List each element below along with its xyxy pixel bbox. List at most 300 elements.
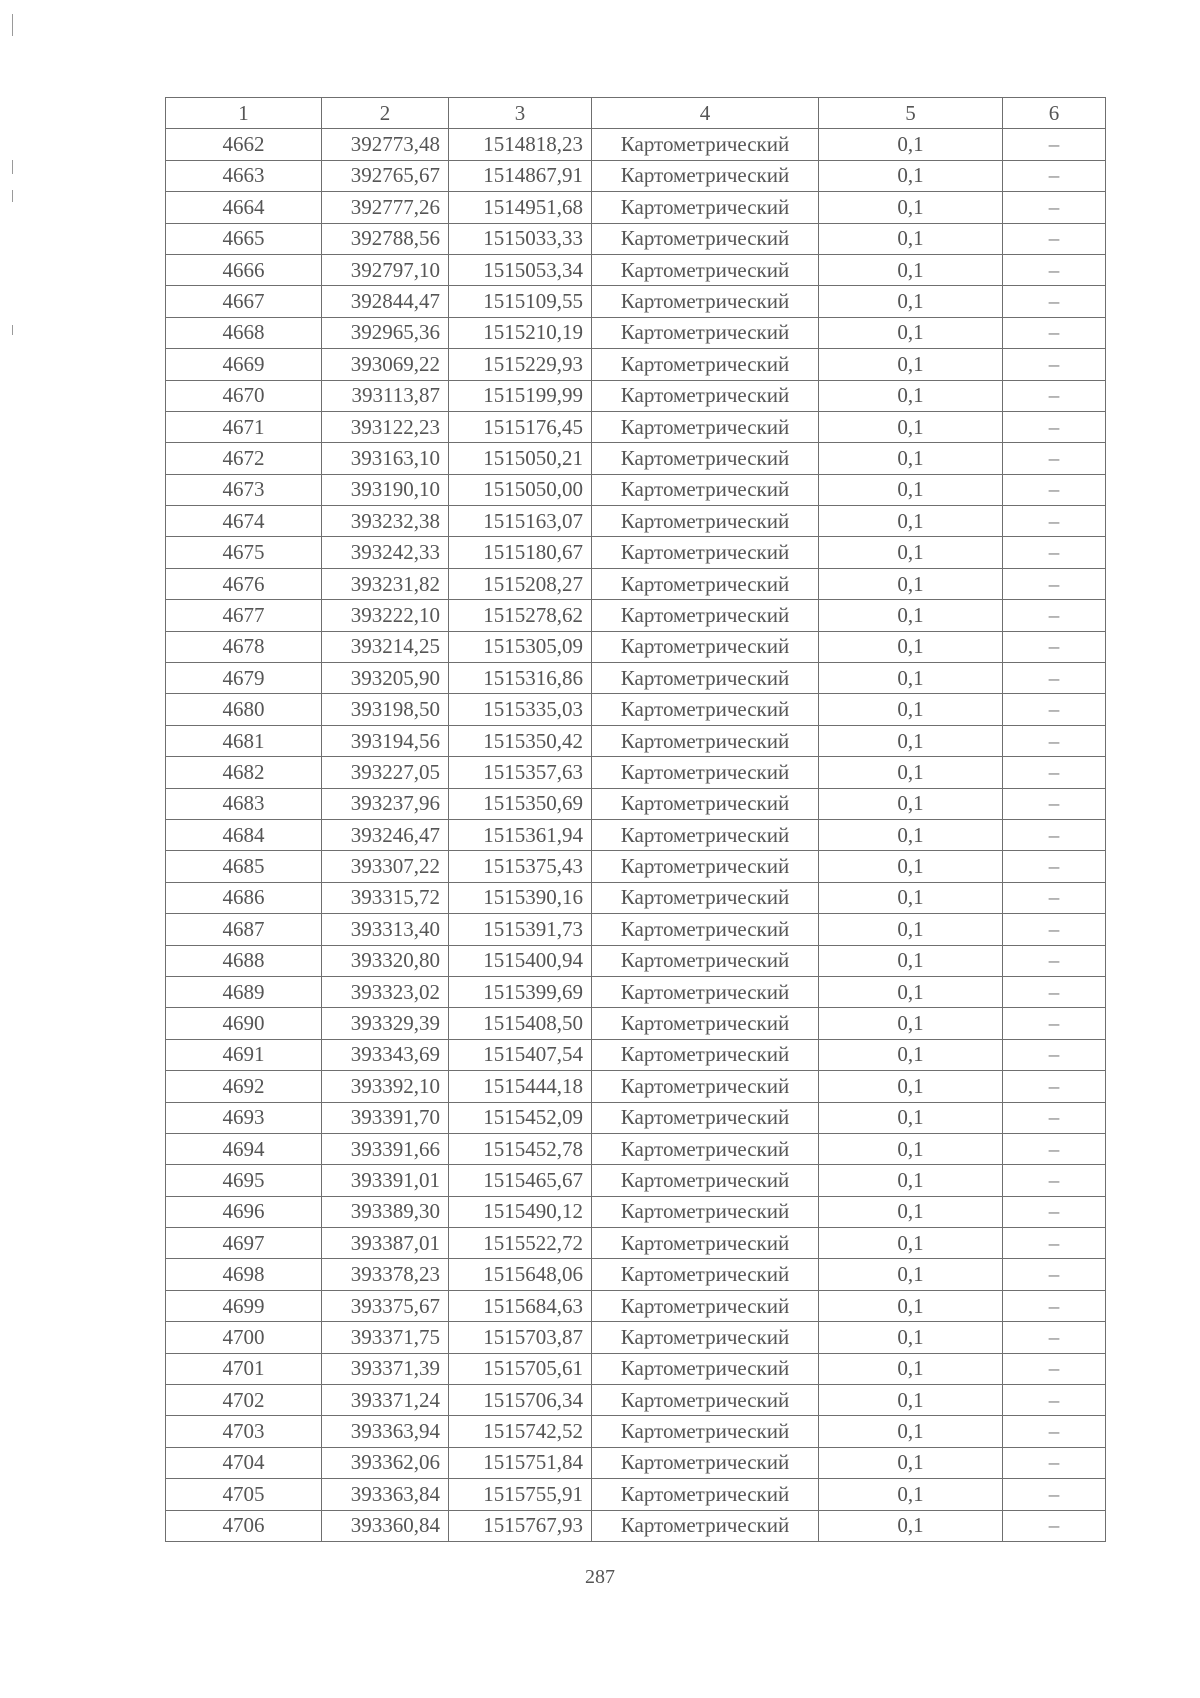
- table-row: [166, 537, 1106, 568]
- table-body: [166, 129, 1106, 1542]
- method-cell: Картометрический: [592, 1322, 819, 1353]
- x-coordinate-cell: 392965,36: [322, 317, 449, 348]
- table-row: [166, 1479, 1106, 1510]
- note-cell: –: [1003, 663, 1106, 694]
- method-cell: Картометрический: [592, 882, 819, 913]
- note-cell: –: [1003, 976, 1106, 1007]
- point-number-cell: 4682: [166, 757, 322, 788]
- y-coordinate-cell: 1515316,86: [449, 663, 592, 694]
- note-cell: –: [1003, 349, 1106, 380]
- point-number-cell: 4706: [166, 1510, 322, 1541]
- method-cell: Картометрический: [592, 474, 819, 505]
- header-row: [166, 98, 1106, 129]
- point-number-cell: 4665: [166, 223, 322, 254]
- x-coordinate-cell: 393392,10: [322, 1071, 449, 1102]
- accuracy-cell: 0,1: [819, 349, 1003, 380]
- method-cell: Картометрический: [592, 757, 819, 788]
- x-coordinate-cell: 393323,02: [322, 976, 449, 1007]
- x-coordinate-cell: 392797,10: [322, 254, 449, 285]
- note-cell: –: [1003, 851, 1106, 882]
- x-coordinate-cell: 393362,06: [322, 1447, 449, 1478]
- method-cell: Картометрический: [592, 1385, 819, 1416]
- note-cell: –: [1003, 160, 1106, 191]
- method-cell: Картометрический: [592, 1071, 819, 1102]
- table-row: [166, 1071, 1106, 1102]
- accuracy-cell: 0,1: [819, 882, 1003, 913]
- accuracy-cell: 0,1: [819, 1416, 1003, 1447]
- method-cell: Картометрический: [592, 1416, 819, 1447]
- x-coordinate-cell: 393343,69: [322, 1039, 449, 1070]
- y-coordinate-cell: 1515375,43: [449, 851, 592, 882]
- accuracy-cell: 0,1: [819, 663, 1003, 694]
- table-row: [166, 1039, 1106, 1070]
- x-coordinate-cell: 393231,82: [322, 568, 449, 599]
- accuracy-cell: 0,1: [819, 506, 1003, 537]
- table-row: [166, 254, 1106, 285]
- y-coordinate-cell: 1515684,63: [449, 1290, 592, 1321]
- point-number-cell: 4680: [166, 694, 322, 725]
- note-cell: –: [1003, 1290, 1106, 1321]
- x-coordinate-cell: 393205,90: [322, 663, 449, 694]
- table-row: [166, 1165, 1106, 1196]
- accuracy-cell: 0,1: [819, 568, 1003, 599]
- table-row: [166, 411, 1106, 442]
- table-row: [166, 1228, 1106, 1259]
- note-cell: –: [1003, 537, 1106, 568]
- y-coordinate-cell: 1515305,09: [449, 631, 592, 662]
- y-coordinate-cell: 1514818,23: [449, 129, 592, 160]
- point-number-cell: 4675: [166, 537, 322, 568]
- method-cell: Картометрический: [592, 1196, 819, 1227]
- method-cell: Картометрический: [592, 1102, 819, 1133]
- y-coordinate-cell: 1515648,06: [449, 1259, 592, 1290]
- x-coordinate-cell: 393069,22: [322, 349, 449, 380]
- accuracy-cell: 0,1: [819, 443, 1003, 474]
- y-coordinate-cell: 1515109,55: [449, 286, 592, 317]
- accuracy-cell: 0,1: [819, 976, 1003, 1007]
- y-coordinate-cell: 1515335,03: [449, 694, 592, 725]
- table-row: [166, 600, 1106, 631]
- note-cell: –: [1003, 1385, 1106, 1416]
- method-cell: Картометрический: [592, 160, 819, 191]
- note-cell: –: [1003, 129, 1106, 160]
- point-number-cell: 4704: [166, 1447, 322, 1478]
- x-coordinate-cell: 393363,94: [322, 1416, 449, 1447]
- accuracy-cell: 0,1: [819, 411, 1003, 442]
- note-cell: –: [1003, 254, 1106, 285]
- point-number-cell: 4683: [166, 788, 322, 819]
- method-cell: Картометрический: [592, 945, 819, 976]
- note-cell: –: [1003, 474, 1106, 505]
- table-row: [166, 349, 1106, 380]
- point-number-cell: 4686: [166, 882, 322, 913]
- note-cell: –: [1003, 882, 1106, 913]
- method-cell: Картометрический: [592, 254, 819, 285]
- page-number: 287: [585, 1566, 615, 1588]
- table-row: [166, 663, 1106, 694]
- point-number-cell: 4676: [166, 568, 322, 599]
- point-number-cell: 4664: [166, 192, 322, 223]
- note-cell: –: [1003, 1322, 1106, 1353]
- method-cell: Картометрический: [592, 663, 819, 694]
- point-number-cell: 4703: [166, 1416, 322, 1447]
- x-coordinate-cell: 393194,56: [322, 725, 449, 756]
- x-coordinate-cell: 393389,30: [322, 1196, 449, 1227]
- point-number-cell: 4705: [166, 1479, 322, 1510]
- x-coordinate-cell: 393227,05: [322, 757, 449, 788]
- method-cell: Картометрический: [592, 1353, 819, 1384]
- accuracy-cell: 0,1: [819, 192, 1003, 223]
- x-coordinate-cell: 393222,10: [322, 600, 449, 631]
- method-cell: Картометрический: [592, 914, 819, 945]
- y-coordinate-cell: 1515350,42: [449, 725, 592, 756]
- column-header: 2: [322, 98, 449, 129]
- table-row: [166, 129, 1106, 160]
- note-cell: –: [1003, 411, 1106, 442]
- x-coordinate-cell: 393371,75: [322, 1322, 449, 1353]
- accuracy-cell: 0,1: [819, 1447, 1003, 1478]
- table-row: [166, 380, 1106, 411]
- note-cell: –: [1003, 757, 1106, 788]
- x-coordinate-cell: 393246,47: [322, 819, 449, 850]
- note-cell: –: [1003, 1165, 1106, 1196]
- y-coordinate-cell: 1515407,54: [449, 1039, 592, 1070]
- table-row: [166, 914, 1106, 945]
- note-cell: –: [1003, 1071, 1106, 1102]
- note-cell: –: [1003, 1133, 1106, 1164]
- method-cell: Картометрический: [592, 192, 819, 223]
- note-cell: –: [1003, 380, 1106, 411]
- accuracy-cell: 0,1: [819, 694, 1003, 725]
- y-coordinate-cell: 1515176,45: [449, 411, 592, 442]
- column-header: 5: [819, 98, 1003, 129]
- point-number-cell: 4681: [166, 725, 322, 756]
- point-number-cell: 4671: [166, 411, 322, 442]
- accuracy-cell: 0,1: [819, 286, 1003, 317]
- point-number-cell: 4689: [166, 976, 322, 1007]
- scan-artifact: [12, 14, 13, 36]
- table-row: [166, 631, 1106, 662]
- point-number-cell: 4684: [166, 819, 322, 850]
- x-coordinate-cell: 393371,24: [322, 1385, 449, 1416]
- note-cell: –: [1003, 1228, 1106, 1259]
- point-number-cell: 4672: [166, 443, 322, 474]
- point-number-cell: 4692: [166, 1071, 322, 1102]
- x-coordinate-cell: 393391,70: [322, 1102, 449, 1133]
- method-cell: Картометрический: [592, 506, 819, 537]
- table-row: [166, 223, 1106, 254]
- method-cell: Картометрический: [592, 976, 819, 1007]
- accuracy-cell: 0,1: [819, 819, 1003, 850]
- accuracy-cell: 0,1: [819, 474, 1003, 505]
- x-coordinate-cell: 393387,01: [322, 1228, 449, 1259]
- point-number-cell: 4678: [166, 631, 322, 662]
- point-number-cell: 4662: [166, 129, 322, 160]
- method-cell: Картометрический: [592, 1259, 819, 1290]
- x-coordinate-cell: 392788,56: [322, 223, 449, 254]
- method-cell: Картометрический: [592, 443, 819, 474]
- point-number-cell: 4673: [166, 474, 322, 505]
- y-coordinate-cell: 1515390,16: [449, 882, 592, 913]
- table-row: [166, 474, 1106, 505]
- method-cell: Картометрический: [592, 819, 819, 850]
- accuracy-cell: 0,1: [819, 914, 1003, 945]
- table-row: [166, 286, 1106, 317]
- point-number-cell: 4698: [166, 1259, 322, 1290]
- accuracy-cell: 0,1: [819, 631, 1003, 662]
- accuracy-cell: 0,1: [819, 1259, 1003, 1290]
- accuracy-cell: 0,1: [819, 1165, 1003, 1196]
- y-coordinate-cell: 1515208,27: [449, 568, 592, 599]
- note-cell: –: [1003, 1353, 1106, 1384]
- accuracy-cell: 0,1: [819, 945, 1003, 976]
- point-number-cell: 4667: [166, 286, 322, 317]
- y-coordinate-cell: 1515755,91: [449, 1479, 592, 1510]
- scan-artifact: [12, 160, 13, 174]
- y-coordinate-cell: 1515705,61: [449, 1353, 592, 1384]
- accuracy-cell: 0,1: [819, 1479, 1003, 1510]
- table-row: [166, 725, 1106, 756]
- point-number-cell: 4685: [166, 851, 322, 882]
- note-cell: –: [1003, 1510, 1106, 1541]
- table-row: [166, 976, 1106, 1007]
- note-cell: –: [1003, 223, 1106, 254]
- x-coordinate-cell: 393378,23: [322, 1259, 449, 1290]
- table-row: [166, 788, 1106, 819]
- x-coordinate-cell: 393329,39: [322, 1008, 449, 1039]
- method-cell: Картометрический: [592, 537, 819, 568]
- column-header: 6: [1003, 98, 1106, 129]
- scan-artifact: [12, 190, 13, 202]
- method-cell: Картометрический: [592, 788, 819, 819]
- table-row: [166, 945, 1106, 976]
- accuracy-cell: 0,1: [819, 851, 1003, 882]
- note-cell: –: [1003, 1102, 1106, 1133]
- point-number-cell: 4679: [166, 663, 322, 694]
- y-coordinate-cell: 1515199,99: [449, 380, 592, 411]
- method-cell: Картометрический: [592, 1165, 819, 1196]
- point-number-cell: 4701: [166, 1353, 322, 1384]
- method-cell: Картометрический: [592, 851, 819, 882]
- x-coordinate-cell: 393320,80: [322, 945, 449, 976]
- note-cell: –: [1003, 694, 1106, 725]
- column-header: 4: [592, 98, 819, 129]
- point-number-cell: 4668: [166, 317, 322, 348]
- note-cell: –: [1003, 1259, 1106, 1290]
- accuracy-cell: 0,1: [819, 254, 1003, 285]
- table-row: [166, 1322, 1106, 1353]
- x-coordinate-cell: 393391,01: [322, 1165, 449, 1196]
- y-coordinate-cell: 1515767,93: [449, 1510, 592, 1541]
- accuracy-cell: 0,1: [819, 1228, 1003, 1259]
- method-cell: Картометрический: [592, 317, 819, 348]
- method-cell: Картометрический: [592, 631, 819, 662]
- accuracy-cell: 0,1: [819, 1510, 1003, 1541]
- y-coordinate-cell: 1515408,50: [449, 1008, 592, 1039]
- y-coordinate-cell: 1515751,84: [449, 1447, 592, 1478]
- column-header: 3: [449, 98, 592, 129]
- point-number-cell: 4677: [166, 600, 322, 631]
- table-row: [166, 1510, 1106, 1541]
- table-row: [166, 882, 1106, 913]
- x-coordinate-cell: 393113,87: [322, 380, 449, 411]
- table-row: [166, 1102, 1106, 1133]
- accuracy-cell: 0,1: [819, 1071, 1003, 1102]
- y-coordinate-cell: 1515444,18: [449, 1071, 592, 1102]
- note-cell: –: [1003, 1416, 1106, 1447]
- point-number-cell: 4674: [166, 506, 322, 537]
- x-coordinate-cell: 393307,22: [322, 851, 449, 882]
- accuracy-cell: 0,1: [819, 380, 1003, 411]
- x-coordinate-cell: 392773,48: [322, 129, 449, 160]
- method-cell: Картометрический: [592, 286, 819, 317]
- point-number-cell: 4697: [166, 1228, 322, 1259]
- method-cell: Картометрический: [592, 568, 819, 599]
- table-row: [166, 192, 1106, 223]
- note-cell: –: [1003, 568, 1106, 599]
- table-row: [166, 160, 1106, 191]
- x-coordinate-cell: 393360,84: [322, 1510, 449, 1541]
- table-row: [166, 568, 1106, 599]
- y-coordinate-cell: 1515452,78: [449, 1133, 592, 1164]
- method-cell: Картометрический: [592, 1228, 819, 1259]
- y-coordinate-cell: 1514867,91: [449, 160, 592, 191]
- accuracy-cell: 0,1: [819, 1102, 1003, 1133]
- y-coordinate-cell: 1515490,12: [449, 1196, 592, 1227]
- method-cell: Картометрический: [592, 1290, 819, 1321]
- accuracy-cell: 0,1: [819, 1385, 1003, 1416]
- method-cell: Картометрический: [592, 1008, 819, 1039]
- point-number-cell: 4669: [166, 349, 322, 380]
- table-row: [166, 1385, 1106, 1416]
- point-number-cell: 4696: [166, 1196, 322, 1227]
- x-coordinate-cell: 392765,67: [322, 160, 449, 191]
- table-row: [166, 1290, 1106, 1321]
- y-coordinate-cell: 1515050,21: [449, 443, 592, 474]
- point-number-cell: 4687: [166, 914, 322, 945]
- method-cell: Картометрический: [592, 1447, 819, 1478]
- note-cell: –: [1003, 1039, 1106, 1070]
- accuracy-cell: 0,1: [819, 788, 1003, 819]
- y-coordinate-cell: 1515278,62: [449, 600, 592, 631]
- y-coordinate-cell: 1515703,87: [449, 1322, 592, 1353]
- accuracy-cell: 0,1: [819, 537, 1003, 568]
- y-coordinate-cell: 1515391,73: [449, 914, 592, 945]
- y-coordinate-cell: 1515210,19: [449, 317, 592, 348]
- y-coordinate-cell: 1515706,34: [449, 1385, 592, 1416]
- accuracy-cell: 0,1: [819, 1290, 1003, 1321]
- note-cell: –: [1003, 1447, 1106, 1478]
- y-coordinate-cell: 1515465,67: [449, 1165, 592, 1196]
- table-row: [166, 1196, 1106, 1227]
- method-cell: Картометрический: [592, 1479, 819, 1510]
- method-cell: Картометрический: [592, 411, 819, 442]
- y-coordinate-cell: 1515163,07: [449, 506, 592, 537]
- method-cell: Картометрический: [592, 380, 819, 411]
- method-cell: Картометрический: [592, 1133, 819, 1164]
- x-coordinate-cell: 393391,66: [322, 1133, 449, 1164]
- y-coordinate-cell: 1515050,00: [449, 474, 592, 505]
- x-coordinate-cell: 393315,72: [322, 882, 449, 913]
- y-coordinate-cell: 1515180,67: [449, 537, 592, 568]
- x-coordinate-cell: 393313,40: [322, 914, 449, 945]
- table-row: [166, 1008, 1106, 1039]
- accuracy-cell: 0,1: [819, 129, 1003, 160]
- table-row: [166, 757, 1106, 788]
- table-row: [166, 1259, 1106, 1290]
- x-coordinate-cell: 393190,10: [322, 474, 449, 505]
- y-coordinate-cell: 1515361,94: [449, 819, 592, 850]
- y-coordinate-cell: 1515053,34: [449, 254, 592, 285]
- accuracy-cell: 0,1: [819, 725, 1003, 756]
- point-number-cell: 4666: [166, 254, 322, 285]
- x-coordinate-cell: 393371,39: [322, 1353, 449, 1384]
- table-row: [166, 694, 1106, 725]
- scan-artifact: [12, 325, 13, 335]
- note-cell: –: [1003, 443, 1106, 474]
- method-cell: Картометрический: [592, 349, 819, 380]
- y-coordinate-cell: 1515742,52: [449, 1416, 592, 1447]
- column-header: 1: [166, 98, 322, 129]
- table-row: [166, 443, 1106, 474]
- accuracy-cell: 0,1: [819, 1196, 1003, 1227]
- x-coordinate-cell: 393375,67: [322, 1290, 449, 1321]
- method-cell: Картометрический: [592, 694, 819, 725]
- table-row: [166, 819, 1106, 850]
- x-coordinate-cell: 393163,10: [322, 443, 449, 474]
- accuracy-cell: 0,1: [819, 1133, 1003, 1164]
- note-cell: –: [1003, 788, 1106, 819]
- method-cell: Картометрический: [592, 725, 819, 756]
- x-coordinate-cell: 392844,47: [322, 286, 449, 317]
- x-coordinate-cell: 393122,23: [322, 411, 449, 442]
- point-number-cell: 4663: [166, 160, 322, 191]
- y-coordinate-cell: 1515400,94: [449, 945, 592, 976]
- note-cell: –: [1003, 631, 1106, 662]
- table-row: [166, 1416, 1106, 1447]
- coordinates-table: [165, 97, 1106, 1542]
- method-cell: Картометрический: [592, 600, 819, 631]
- table-row: [166, 506, 1106, 537]
- point-number-cell: 4695: [166, 1165, 322, 1196]
- accuracy-cell: 0,1: [819, 160, 1003, 191]
- method-cell: Картометрический: [592, 1510, 819, 1541]
- accuracy-cell: 0,1: [819, 757, 1003, 788]
- note-cell: –: [1003, 506, 1106, 537]
- point-number-cell: 4691: [166, 1039, 322, 1070]
- accuracy-cell: 0,1: [819, 1008, 1003, 1039]
- y-coordinate-cell: 1514951,68: [449, 192, 592, 223]
- x-coordinate-cell: 393363,84: [322, 1479, 449, 1510]
- accuracy-cell: 0,1: [819, 223, 1003, 254]
- method-cell: Картометрический: [592, 129, 819, 160]
- y-coordinate-cell: 1515357,63: [449, 757, 592, 788]
- point-number-cell: 4690: [166, 1008, 322, 1039]
- note-cell: –: [1003, 286, 1106, 317]
- note-cell: –: [1003, 914, 1106, 945]
- note-cell: –: [1003, 1008, 1106, 1039]
- method-cell: Картометрический: [592, 1039, 819, 1070]
- accuracy-cell: 0,1: [819, 1322, 1003, 1353]
- note-cell: –: [1003, 1479, 1106, 1510]
- y-coordinate-cell: 1515229,93: [449, 349, 592, 380]
- note-cell: –: [1003, 725, 1106, 756]
- x-coordinate-cell: 392777,26: [322, 192, 449, 223]
- x-coordinate-cell: 393232,38: [322, 506, 449, 537]
- x-coordinate-cell: 393198,50: [322, 694, 449, 725]
- note-cell: –: [1003, 192, 1106, 223]
- x-coordinate-cell: 393242,33: [322, 537, 449, 568]
